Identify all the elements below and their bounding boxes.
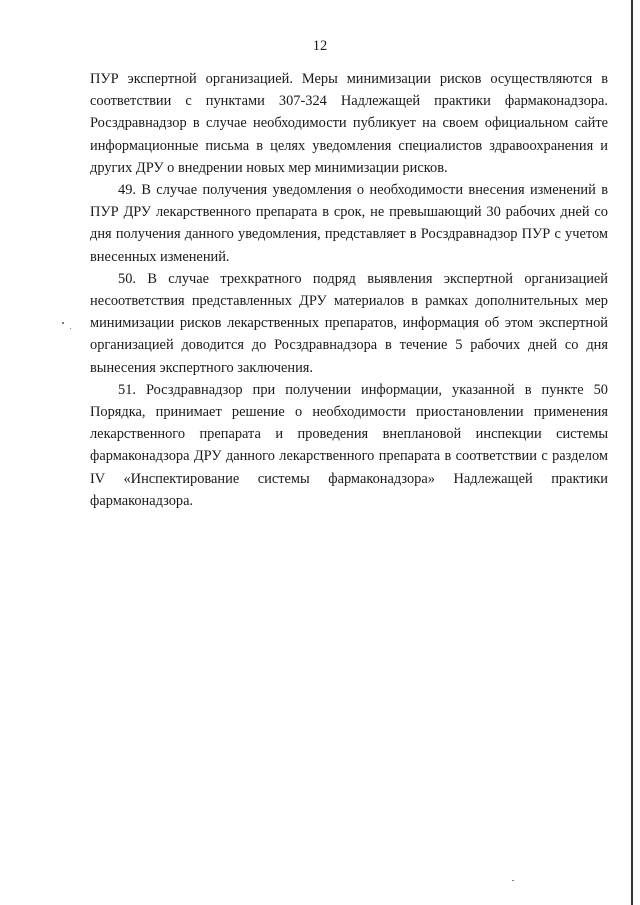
paragraph-item-51: 51. Росздравнадзор при получении информации, указанной в пункте 50 Порядка, принимает решение о необходимости приостановлении применения лекарственного препарата и проведения внеплановой инспекции системы фармаконадзора ДРУ данного лекарственного препарата в соответствии с разделом IV «Инспектирование системы фармаконадзора» Надлежащей практики фармаконадзора. [90,381,608,509]
paragraph-item-49: 49. В случае получения уведомления о необходимости внесения изменений в ПУР ДРУ лекарственного препарата в срок, не превышающий 30 рабочих дней со дня получения данного уведомления, представляет в Росздравнадзор ПУР с учетом внесенных изменений. [90,182,608,265]
scan-speck [70,328,71,329]
page-number: 12 [312,38,328,54]
paragraph-continuation: ПУР экспертной организацией. Меры минимизации рисков осуществляются в соответствии с пунктами 307-324 Надлежащей практики фармаконадзора. Росздравнадзор в случае необходимости публикует на своем официальном сайте информационные письма в целях уведомления специалистов здравоохранения и других ДРУ о внедрении новых мер минимизации рисков. [90,71,608,176]
body-text [90,68,608,512]
paragraph-item-50: 50. В случае трехкратного подряд выявления экспертной организацией несоответствия представленных ДРУ материалов в рамках дополнительных мер минимизации рисков лекарственных препаратов, информация об этом экспертной организацией доводится до Росздравнадзора в течение 5 рабочих дней со дня вынесения экспертного заключения. [90,270,608,376]
scan-edge-mark [631,0,633,905]
scan-speck [62,322,64,324]
scan-speck [512,880,514,881]
